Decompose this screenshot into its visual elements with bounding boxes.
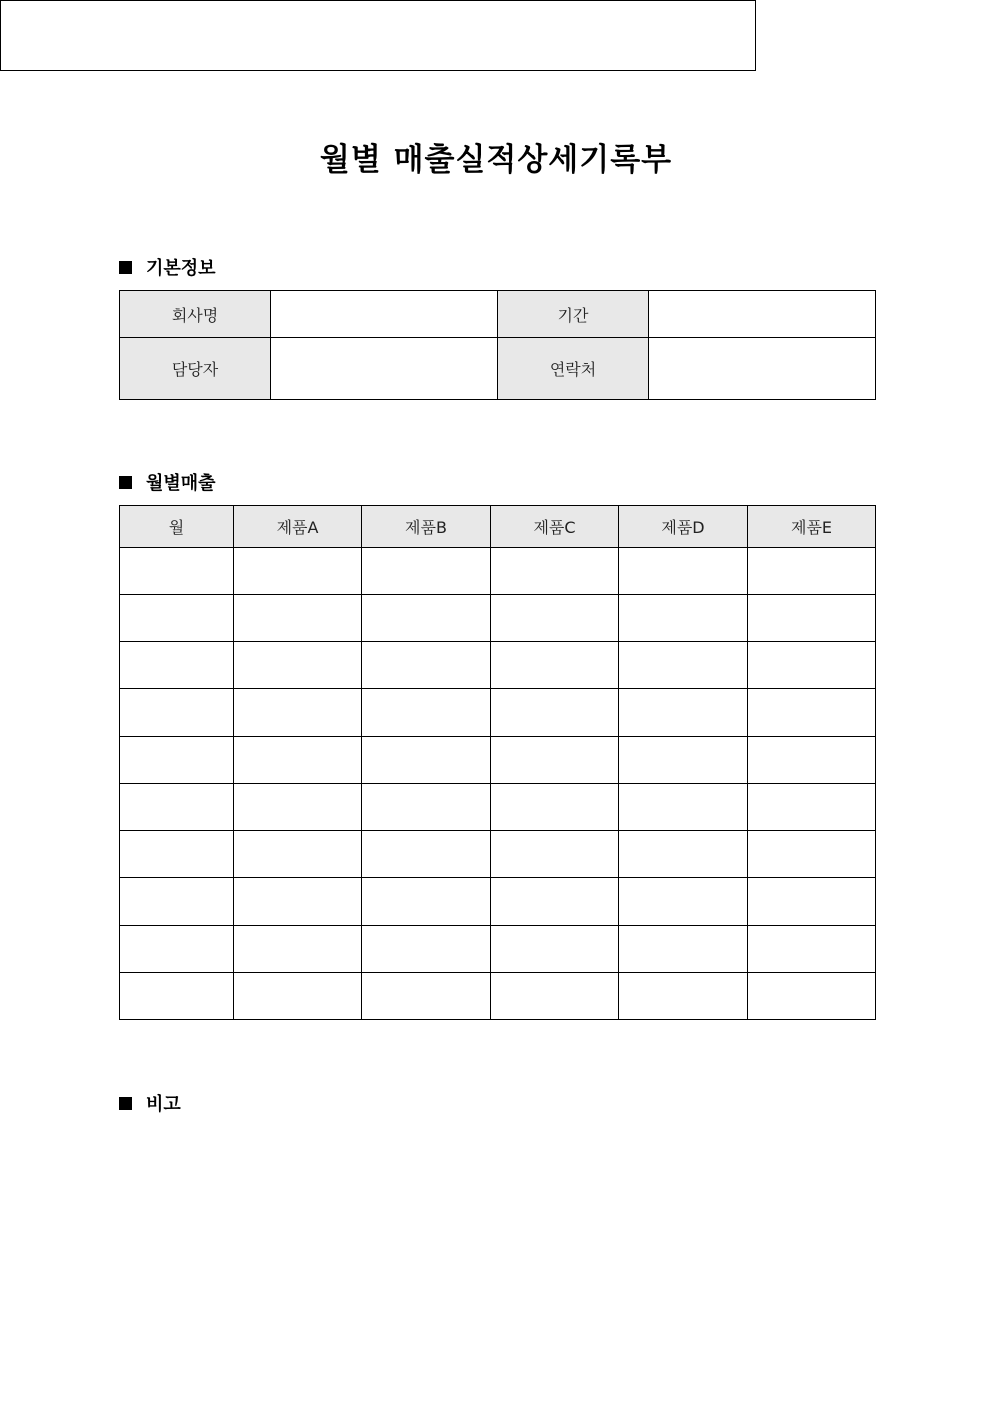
product-c-cell[interactable]: [491, 642, 619, 689]
table-row: [120, 878, 876, 926]
table-row: [120, 338, 876, 400]
product-e-cell[interactable]: [748, 595, 876, 642]
column-header-product-d: 제품D: [619, 506, 748, 548]
table-row: [120, 831, 876, 878]
manager-field[interactable]: [271, 338, 498, 400]
product-e-cell[interactable]: [748, 926, 876, 973]
company-name-label: 회사명: [120, 291, 271, 338]
product-d-cell[interactable]: [619, 926, 748, 973]
column-header-product-e: 제품E: [748, 506, 876, 548]
table-row: [120, 548, 876, 595]
section-heading-monthly-sales: [119, 469, 216, 495]
month-cell[interactable]: [120, 689, 234, 737]
column-header-product-a: 제품A: [234, 506, 362, 548]
table-row: [120, 642, 876, 689]
product-d-cell[interactable]: [619, 689, 748, 737]
table-row: [120, 689, 876, 737]
product-b-cell[interactable]: [362, 973, 491, 1020]
square-bullet-icon: [119, 476, 132, 489]
table-row: [120, 737, 876, 784]
product-b-cell[interactable]: [362, 595, 491, 642]
section-heading-label: 기본정보: [146, 258, 216, 279]
product-d-cell[interactable]: [619, 973, 748, 1020]
product-b-cell[interactable]: [362, 784, 491, 831]
product-c-cell[interactable]: [491, 973, 619, 1020]
table-row: [120, 926, 876, 973]
product-b-cell[interactable]: [362, 548, 491, 595]
product-c-cell[interactable]: [491, 548, 619, 595]
product-a-cell[interactable]: [234, 642, 362, 689]
period-label: 기간: [498, 291, 649, 338]
contact-field[interactable]: [649, 338, 876, 400]
month-cell[interactable]: [120, 642, 234, 689]
product-d-cell[interactable]: [619, 595, 748, 642]
column-header-product-c: 제품C: [491, 506, 619, 548]
column-header-product-b: 제품B: [362, 506, 491, 548]
product-b-cell[interactable]: [362, 878, 491, 926]
table-row: [120, 973, 876, 1020]
product-c-cell[interactable]: [491, 689, 619, 737]
product-a-cell[interactable]: [234, 689, 362, 737]
section-heading-label: 월별매출: [146, 473, 216, 494]
month-cell[interactable]: [120, 595, 234, 642]
month-cell[interactable]: [120, 548, 234, 595]
table-row: [120, 291, 876, 338]
product-c-cell[interactable]: [491, 831, 619, 878]
product-e-cell[interactable]: [748, 548, 876, 595]
monthly-sales-table: [119, 505, 876, 1020]
table-row: [120, 784, 876, 831]
month-cell[interactable]: [120, 973, 234, 1020]
product-a-cell[interactable]: [234, 784, 362, 831]
product-d-cell[interactable]: [619, 784, 748, 831]
product-a-cell[interactable]: [234, 595, 362, 642]
product-a-cell[interactable]: [234, 973, 362, 1020]
product-a-cell[interactable]: [234, 548, 362, 595]
square-bullet-icon: [119, 261, 132, 274]
product-b-cell[interactable]: [362, 689, 491, 737]
product-e-cell[interactable]: [748, 973, 876, 1020]
section-heading-remarks: [119, 1090, 181, 1116]
product-c-cell[interactable]: [491, 784, 619, 831]
product-d-cell[interactable]: [619, 548, 748, 595]
month-cell[interactable]: [120, 926, 234, 973]
document-title: 월별 매출실적상세기록부: [319, 142, 673, 178]
period-field[interactable]: [649, 291, 876, 338]
product-e-cell[interactable]: [748, 784, 876, 831]
product-c-cell[interactable]: [491, 737, 619, 784]
product-c-cell[interactable]: [491, 926, 619, 973]
product-b-cell[interactable]: [362, 642, 491, 689]
product-e-cell[interactable]: [748, 642, 876, 689]
contact-label: 연락처: [498, 338, 649, 400]
product-e-cell[interactable]: [748, 737, 876, 784]
table-header-row: [120, 506, 876, 548]
product-e-cell[interactable]: [748, 689, 876, 737]
product-c-cell[interactable]: [491, 595, 619, 642]
product-b-cell[interactable]: [362, 831, 491, 878]
product-a-cell[interactable]: [234, 831, 362, 878]
month-cell[interactable]: [120, 784, 234, 831]
table-row: [120, 595, 876, 642]
month-cell[interactable]: [120, 737, 234, 784]
product-e-cell[interactable]: [748, 878, 876, 926]
product-a-cell[interactable]: [234, 737, 362, 784]
month-cell[interactable]: [120, 831, 234, 878]
product-d-cell[interactable]: [619, 831, 748, 878]
basic-info-table: [119, 290, 876, 400]
product-b-cell[interactable]: [362, 926, 491, 973]
product-d-cell[interactable]: [619, 642, 748, 689]
product-e-cell[interactable]: [748, 831, 876, 878]
company-name-field[interactable]: [271, 291, 498, 338]
product-d-cell[interactable]: [619, 737, 748, 784]
product-b-cell[interactable]: [362, 737, 491, 784]
section-heading-label: 비고: [146, 1094, 181, 1115]
manager-label: 담당자: [120, 338, 271, 400]
product-a-cell[interactable]: [234, 926, 362, 973]
section-heading-basic-info: [119, 254, 216, 280]
product-d-cell[interactable]: [619, 878, 748, 926]
month-cell[interactable]: [120, 878, 234, 926]
remarks-field[interactable]: [0, 0, 756, 71]
product-c-cell[interactable]: [491, 878, 619, 926]
square-bullet-icon: [119, 1097, 132, 1110]
product-a-cell[interactable]: [234, 878, 362, 926]
column-header-month: 월: [120, 506, 234, 548]
